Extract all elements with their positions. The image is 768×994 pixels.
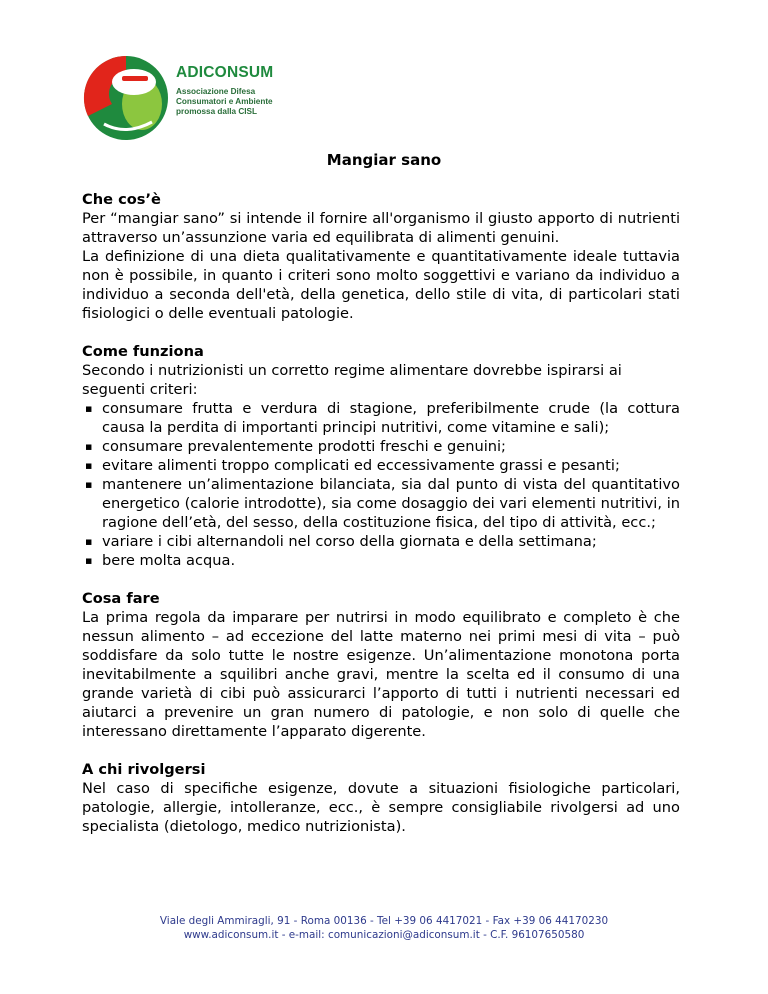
list-item-text: consumare frutta e verdura di stagione, preferibilmente crude (la cottura causa la perdita di importanti principi nutritivi, come vitamine e sali); bbox=[102, 400, 680, 436]
list-item-text: evitare alimenti troppo complicati ed eccessivamente grassi e pesanti; bbox=[102, 457, 620, 474]
paragraph: Nel caso di specifiche esigenze, dovute a situazioni fisiologiche particolari, patologie, allergie, intolleranze, ecc., è sempre consigliabile rivolgersi ad uno specialista (dietologo, medico nutrizionista). bbox=[82, 780, 680, 835]
section-heading: Come funziona bbox=[82, 343, 204, 360]
document-body bbox=[82, 190, 680, 855]
criteria-list bbox=[82, 399, 680, 570]
section-heading: Cosa fare bbox=[82, 590, 160, 607]
list-item bbox=[82, 399, 680, 437]
document-title: Mangiar sano bbox=[326, 151, 442, 169]
list-item bbox=[82, 532, 680, 551]
tagline-line: Associazione Difesa bbox=[176, 87, 256, 96]
section-a-chi-rivolgersi bbox=[82, 760, 680, 836]
brand-name: ADICONSUM bbox=[176, 64, 274, 81]
paragraph: La definizione di una dieta qualitativamente e quantitativamente ideale tuttavia non è possibile, in quanto i criteri sono molto soggettivi e variano da individuo a individuo a seconda dell'età, della genetica, dello stile di vita, di particolari stati fisiologici o delle eventuali patologie. bbox=[82, 248, 680, 322]
section-come-funziona bbox=[82, 342, 680, 570]
paragraph: Per “mangiar sano” si intende il fornire all'organismo il giusto apporto di nutrienti attraverso un’assunzione varia ed equilibrata di alimenti genuini. bbox=[82, 210, 680, 246]
tagline-line: promossa dalla CISL bbox=[176, 107, 257, 116]
bullet-icon: ▪ bbox=[85, 535, 93, 548]
section-heading: Che cos’è bbox=[82, 191, 161, 208]
section-che-cose bbox=[82, 190, 680, 323]
bullet-icon: ▪ bbox=[85, 402, 93, 415]
page-footer bbox=[0, 914, 768, 942]
list-item bbox=[82, 437, 680, 456]
list-item-text: mantenere un’alimentazione bilanciata, sia dal punto di vista del quantitativo energetico (calorie introdotte), sia come dosaggio dei vari elementi nutritivi, in ragione dell’età, del sesso, della costituzione fisica, del tipo di attività, ecc.; bbox=[102, 476, 680, 531]
bullet-icon: ▪ bbox=[85, 459, 93, 472]
adiconsum-logo bbox=[82, 54, 282, 144]
paragraph: La prima regola da imparare per nutrirsi in modo equilibrato e completo è che nessun alimento – ad eccezione del latte materno nei primi mesi di vita – può soddisfare da solo tutte le nostre esigenze. Un’alimentazione monotona porta inevitabilmente a squilibri anche gravi, mentre la scelta ed il consumo di una grande varietà di cibi può assicurarci l’apporto di tutti i nutrienti necessari ed aiutarci a prevenire un gran numero di patologie, e non solo di quelle che interessano direttamente l’apparato digerente. bbox=[82, 609, 680, 740]
section-cosa-fare bbox=[82, 589, 680, 741]
list-item bbox=[82, 475, 680, 532]
footer-address: Viale degli Ammiragli, 91 - Roma 00136 - Tel +39 06 4417021 - Fax +39 06 44170230 bbox=[159, 915, 609, 927]
section-heading: A chi rivolgersi bbox=[82, 761, 206, 778]
tagline-line: Consumatori e Ambiente bbox=[176, 97, 273, 106]
bullet-icon: ▪ bbox=[85, 554, 93, 567]
paragraph: Secondo i nutrizionisti un corretto regime alimentare dovrebbe ispirarsi ai seguenti criteri: bbox=[82, 362, 622, 398]
logo-emblem-icon bbox=[82, 54, 172, 144]
brand-tagline bbox=[176, 87, 273, 117]
list-item bbox=[82, 551, 680, 570]
bullet-icon: ▪ bbox=[85, 440, 93, 453]
list-item-text: bere molta acqua. bbox=[102, 552, 236, 569]
list-item-text: variare i cibi alternandoli nel corso della giornata e della settimana; bbox=[102, 533, 597, 550]
list-item bbox=[82, 456, 680, 475]
list-item-text: consumare prevalentemente prodotti freschi e genuini; bbox=[102, 438, 506, 455]
footer-contacts: www.adiconsum.it - e-mail: comunicazioni@adiconsum.it - C.F. 96107650580 bbox=[183, 929, 585, 941]
bullet-icon: ▪ bbox=[85, 478, 93, 491]
